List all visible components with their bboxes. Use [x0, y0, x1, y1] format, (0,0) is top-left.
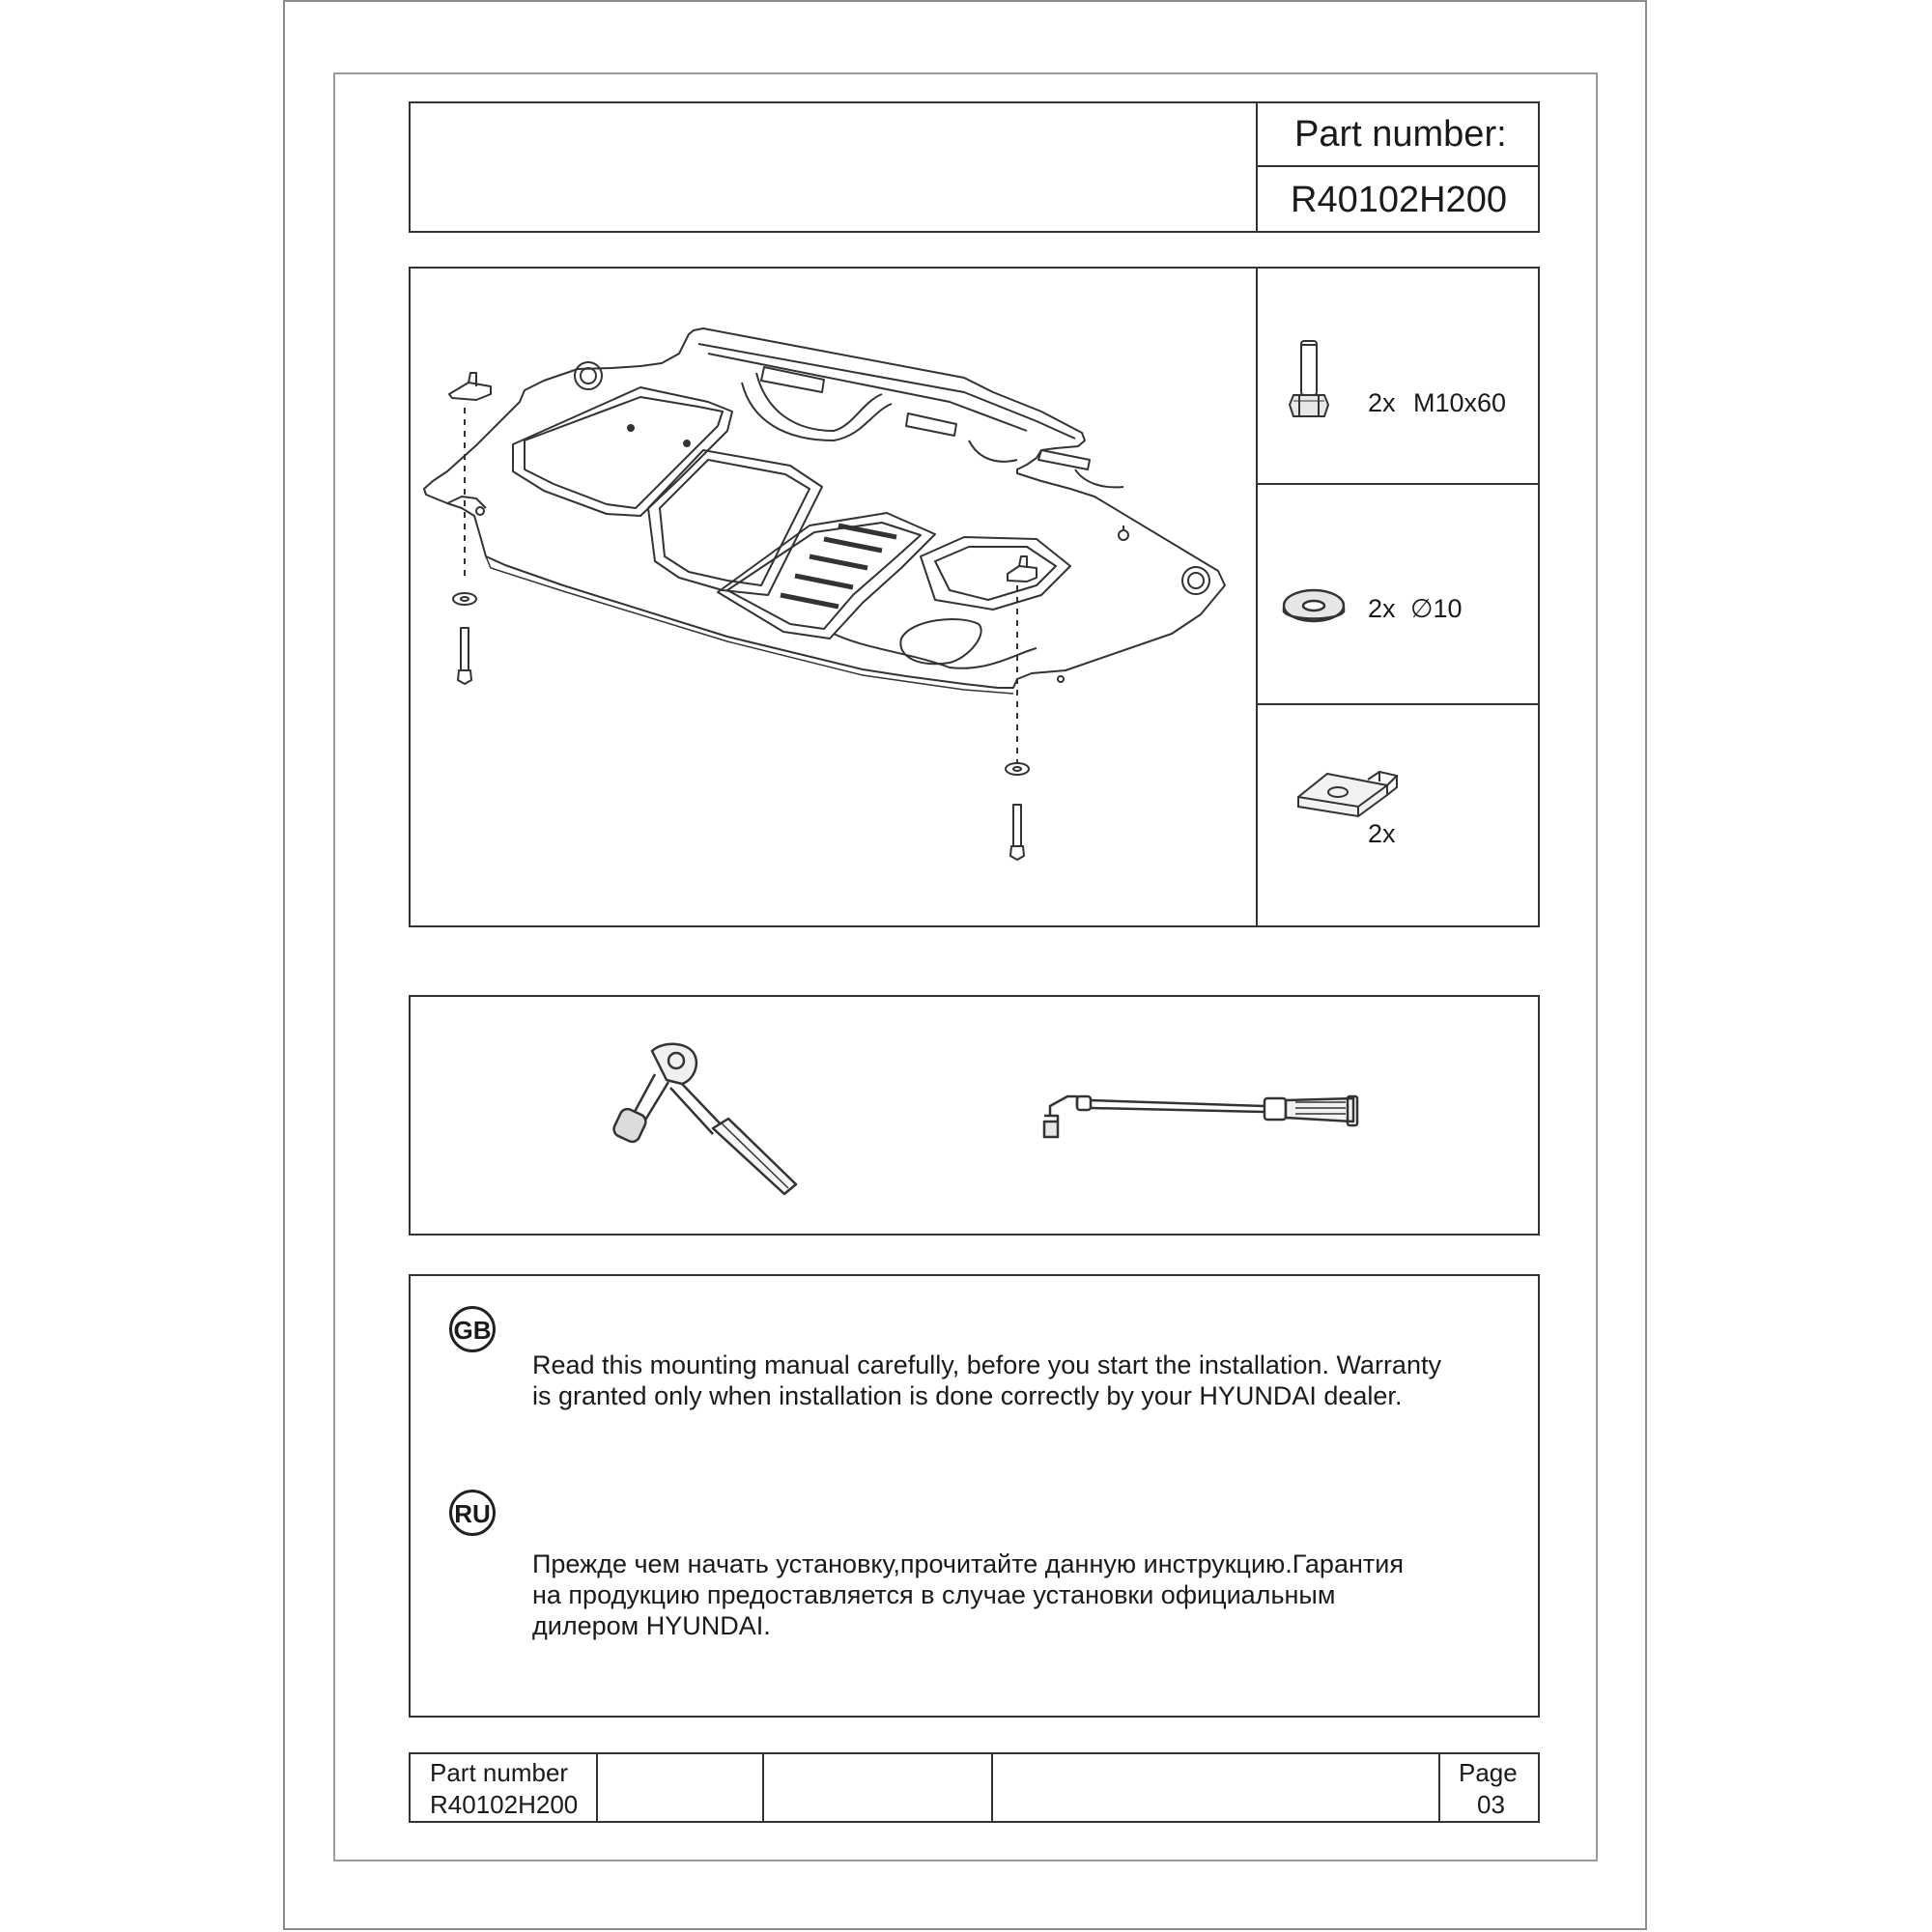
- gb-badge: GB: [449, 1306, 496, 1352]
- part-1-spec: M10x60: [1413, 388, 1507, 417]
- ru-line-1: Прежде чем начать установку,прочитайте данную инструкцию.Гарантия: [532, 1549, 1404, 1578]
- ru-instruction-text: [532, 1548, 1404, 1641]
- footer-divider-1: [596, 1752, 598, 1823]
- header-divider: [1256, 101, 1258, 233]
- parts-row-divider-2: [1256, 703, 1540, 705]
- footer-divider-4: [1438, 1752, 1440, 1823]
- part-2-spec: ∅10: [1410, 594, 1463, 623]
- header-hdivider: [1256, 165, 1540, 167]
- instructions-box: [409, 1274, 1540, 1718]
- rear-slot-2: [906, 413, 956, 436]
- skid-plate-diagram: [409, 267, 1256, 927]
- gb-instruction-text: [532, 1350, 1441, 1411]
- ru-line-3: дилером HYUNDAI.: [532, 1611, 771, 1640]
- parts-column-divider: [1256, 267, 1258, 927]
- footer-page-value: 03: [1477, 1790, 1505, 1819]
- gb-line-2: is granted only when installation is done correctly by your HYUNDAI dealer.: [532, 1381, 1403, 1410]
- part-3-qty: 2x: [1368, 819, 1396, 848]
- footer-page-label: Page: [1459, 1758, 1518, 1787]
- rear-slot-3: [1038, 450, 1090, 469]
- ru-badge: RU: [449, 1490, 496, 1536]
- ru-line-2: на продукцию предоставляется в случае установки официальным: [532, 1580, 1336, 1609]
- ratchet-wrench-icon: [609, 1034, 802, 1198]
- bracket-right: [1008, 566, 1037, 582]
- left-bay: [525, 397, 723, 508]
- footer-table: [409, 1752, 1540, 1823]
- footer-part-number-value: R40102H200: [430, 1790, 579, 1819]
- part-1-qty: 2x: [1368, 388, 1396, 417]
- right-bay: [935, 547, 1056, 600]
- socket-extension-icon: [1038, 1087, 1362, 1145]
- parts-row-divider-1: [1256, 483, 1540, 485]
- part-number-label: Part number:: [1294, 114, 1507, 155]
- center-bay: [660, 460, 810, 585]
- footer-part-number-label: Part number: [430, 1758, 569, 1787]
- washer-icon: [1280, 584, 1348, 633]
- bolt-icon: [1280, 333, 1338, 430]
- bracket-left: [449, 383, 491, 400]
- part-number-value: R40102H200: [1291, 180, 1507, 220]
- part-2-qty: 2x: [1368, 594, 1396, 623]
- bracket-icon: [1294, 749, 1401, 821]
- gb-line-1: Read this mounting manual carefully, before you start the installation. Warranty: [532, 1350, 1441, 1379]
- footer-divider-3: [991, 1752, 993, 1823]
- tools-box: [409, 995, 1540, 1236]
- footer-divider-2: [762, 1752, 764, 1823]
